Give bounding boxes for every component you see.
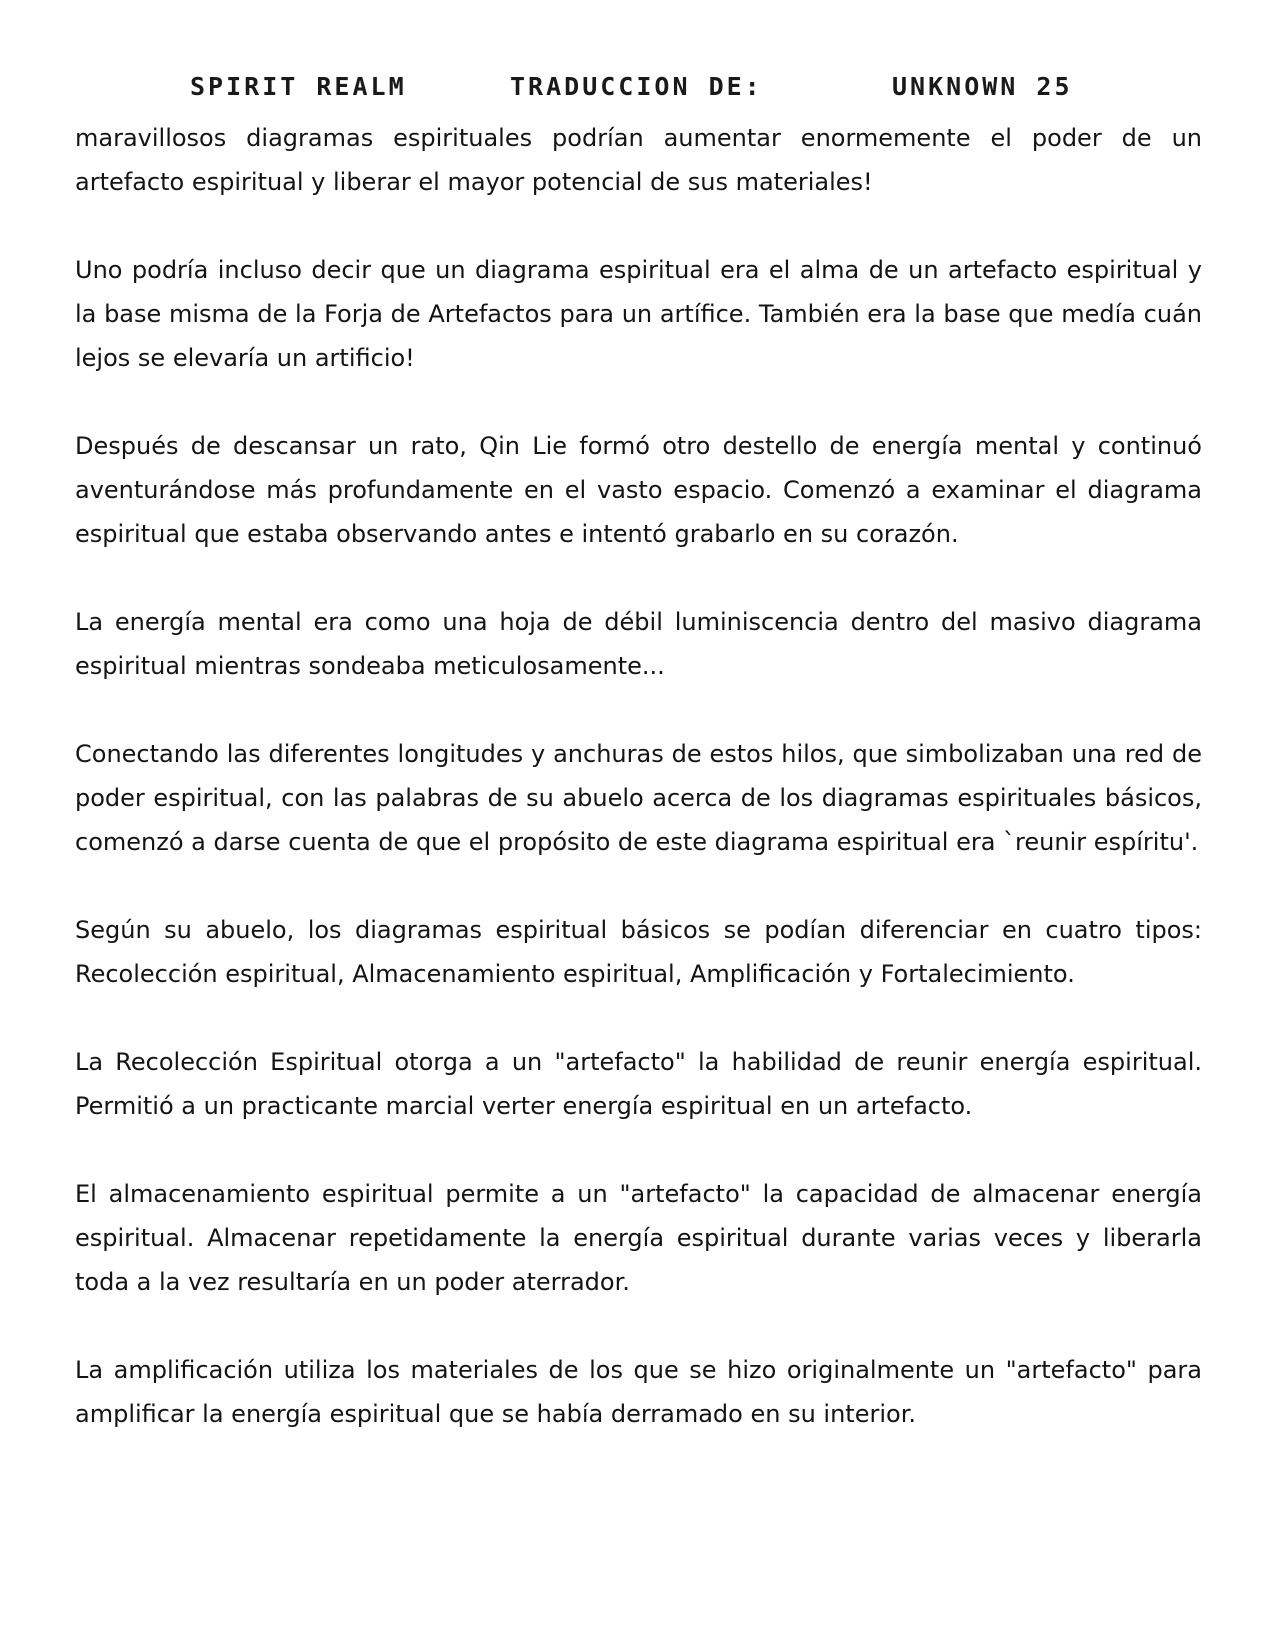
paragraph: Después de descansar un rato, Qin Lie formó otro destello de energía mental y continuó aventurándose más profundamente en el vasto espacio. Comenzó a examinar el diagrama espiritual que estaba observando antes e intentó grabarlo en su corazón. bbox=[75, 432, 1202, 548]
translation-credit-label: TRADUCCION DE: bbox=[510, 72, 763, 101]
paragraph: La Recolección Espiritual otorga a un "artefacto" la habilidad de reunir energía espiritual. Permitió a un practicante marcial verter energía espiritual en un artefacto. bbox=[75, 1048, 1202, 1120]
paragraph: Según su abuelo, los diagramas espiritual básicos se podían diferenciar en cuatro tipos: Recolección espiritual, Almacenamiento espiritual, Amplificación y Fortalecimiento. bbox=[75, 916, 1202, 988]
paragraph: La amplificación utiliza los materiales de los que se hizo originalmente un "artefacto" para amplificar la energía espiritual que se había derramado en su interior. bbox=[75, 1356, 1202, 1428]
paragraph: maravillosos diagramas espirituales podrían aumentar enormemente el poder de un artefacto espiritual y liberar el mayor potencial de sus materiales! bbox=[75, 124, 1202, 196]
paragraph: El almacenamiento espiritual permite a un "artefacto" la capacidad de almacenar energía espiritual. Almacenar repetidamente la energía espiritual durante varias veces y liberarla toda a la vez resultaría en un poder aterrador. bbox=[75, 1180, 1202, 1296]
series-title: SPIRIT REALM bbox=[190, 72, 407, 101]
paragraph: Conectando las diferentes longitudes y anchuras de estos hilos, que simbolizaban una red de poder espiritual, con las palabras de su abuelo acerca de los diagramas espirituales básicos, comenzó a darse cuenta de que el propósito de este diagrama espiritual era `reunir espíritu'. bbox=[75, 740, 1202, 856]
paragraph: Uno podría incluso decir que un diagrama espiritual era el alma de un artefacto espiritual y la base misma de la Forja de Artefactos para un artífice. También era la base que medía cuán lejos se elevaría un artificio! bbox=[75, 256, 1202, 372]
body-text bbox=[75, 116, 1202, 1480]
page-header bbox=[0, 72, 1275, 112]
translator-name: UNKNOWN 25 bbox=[892, 72, 1073, 101]
paragraph: La energía mental era como una hoja de débil luminiscencia dentro del masivo diagrama espiritual mientras sondeaba meticulosamente... bbox=[75, 608, 1202, 680]
